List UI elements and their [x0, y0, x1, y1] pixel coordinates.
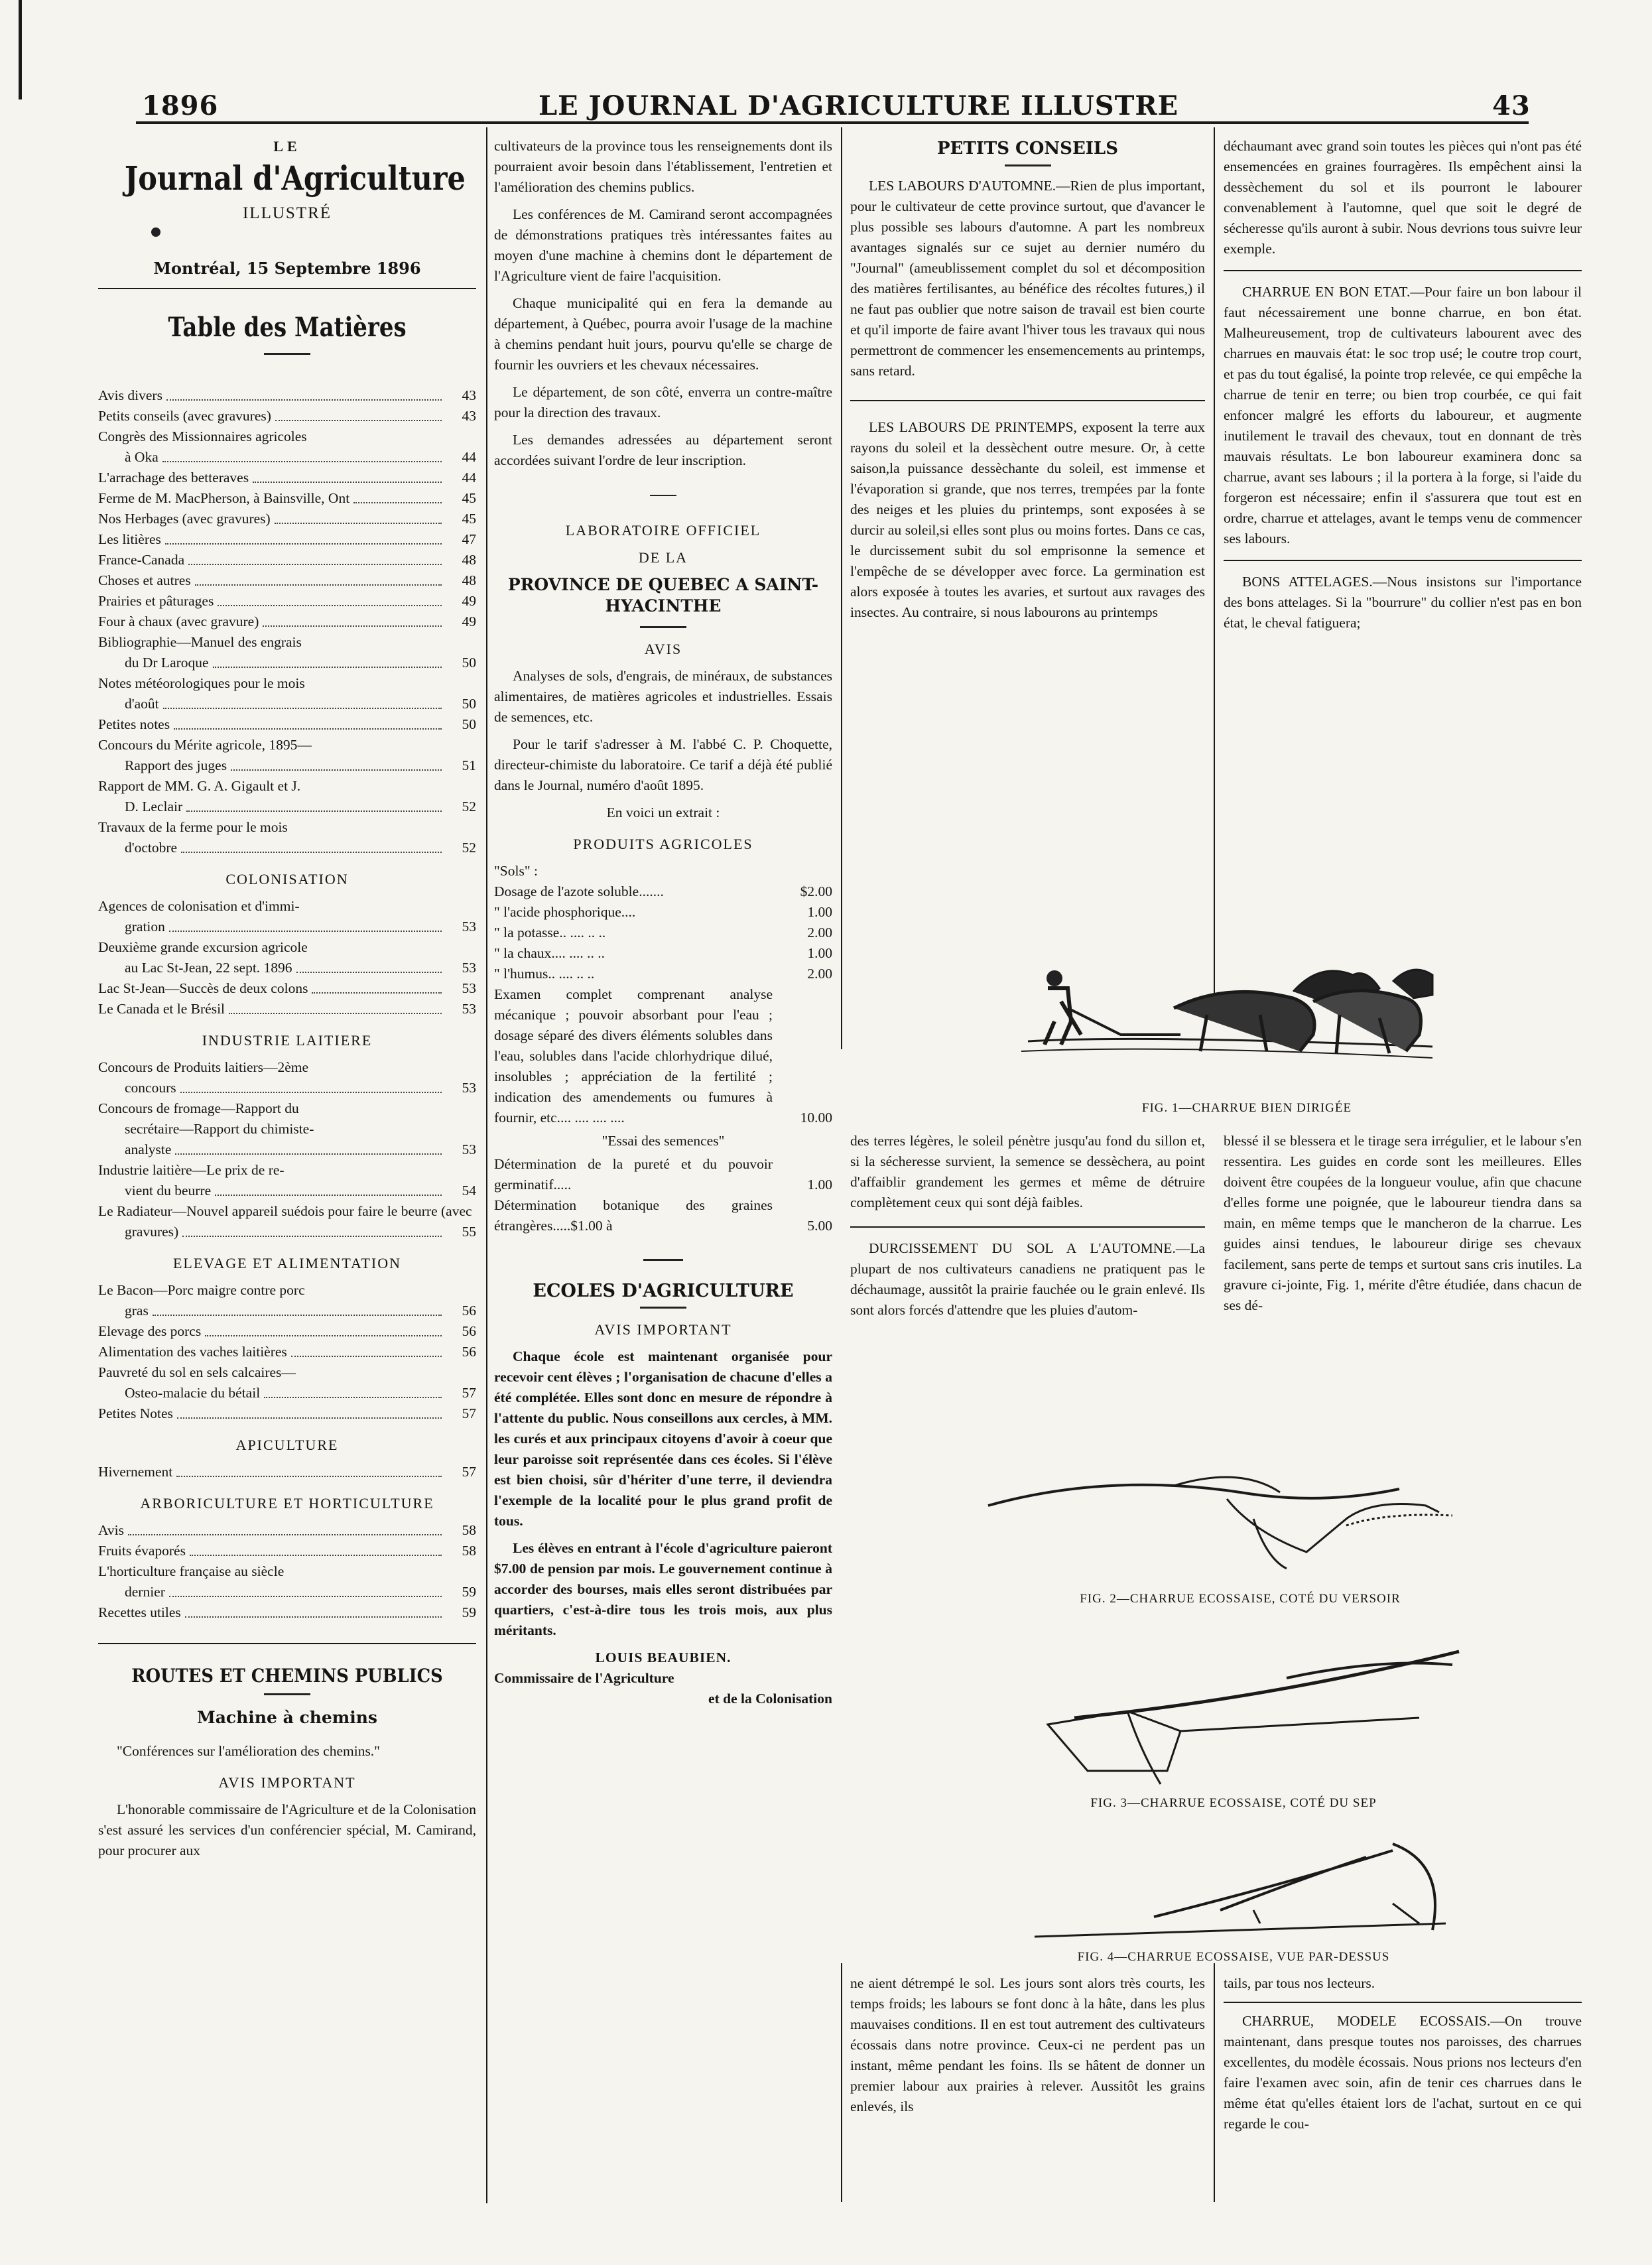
toc-entry-page: 50 [462, 716, 476, 732]
toc-entry [98, 1602, 476, 1623]
toc-leader-dots [169, 1596, 442, 1597]
toc-entry-text: Fruits évaporés [98, 1543, 186, 1559]
price-value: 1.00 [807, 1177, 832, 1193]
figure-3-plough-sep [1008, 1638, 1472, 1791]
price-row [494, 1195, 832, 1236]
toc-sections [98, 869, 476, 1623]
toc-entry-page: 48 [462, 552, 476, 568]
column-4-middle [1224, 1131, 1582, 1323]
conseils-terres-legeres: des terres légères, le soleil pénètre jusqu'au fond du sillon et, si la sécheresse survient, la semence se dessèchera, au point d'affaiblir grandement les germes et même de détruire complètement ceux qui sont déjà faibles. [850, 1133, 1205, 1210]
toc-entry-page: 48 [462, 572, 476, 588]
masthead-le: LE [273, 138, 301, 155]
toc-entry [98, 1462, 476, 1482]
toc-entry-text: Prairies et pâturages [98, 593, 214, 609]
toc-entry-page: 57 [462, 1464, 476, 1480]
conseils-rule [1005, 164, 1051, 166]
column-2 [494, 136, 832, 1709]
toc-leader-dots [185, 1616, 442, 1618]
toc-title: Table des Matières [168, 312, 407, 343]
toc-leader-dots [163, 708, 442, 709]
toc-leader-dots [182, 1236, 442, 1237]
column-rule-3b [1214, 1963, 1215, 2202]
price-row [494, 923, 832, 943]
figure-2-caption: FIG. 2—CHARRUE ECOSSAISE, COTÉ DU VERSOIR [1080, 1592, 1401, 1606]
toc-entry-page: 50 [462, 655, 476, 671]
toc-section-heading: APICULTURE [235, 1437, 339, 1453]
toc-entry [98, 1321, 476, 1342]
conseils-dechaumant: déchaumant avec grand soin toutes les pièces qui n'ont pas été ensemencées en graines fourragères. Ils empêchent ainsi la dessèchement du sol et ils pourront le labourer convenablement à l'automne, quel que soit le degré de sécheresse qu'ils auront à subir. Nous devrions tous suivre leur exemple. [1224, 138, 1582, 257]
col4-separator-2 [1224, 560, 1582, 561]
toc-entry-text: Elevage des porcs [98, 1323, 202, 1339]
toc-entry-text: Le Bacon—Porc maigre contre porc [98, 1282, 305, 1298]
ecoles-signature-3: et de la Colonisation [708, 1691, 832, 1707]
toc-entry-text: gras [125, 1303, 149, 1319]
toc-entry-text: Le Radiateur—Nouvel appareil suédois pour faire le beurre (avec [98, 1203, 472, 1219]
toc-entry-text: Industrie laitière—Le prix de re- [98, 1162, 285, 1178]
toc-entry-text: secrétaire—Rapport du chimiste- [125, 1121, 314, 1137]
labo-paragraph-2: Pour le tarif s'adresser à M. l'abbé C. P. Choquette, directeur-chimiste du laboratoire. Ce tarif a déjà été publié dans le Journal, numéro d'août 1895. [494, 736, 832, 793]
price-value: 5.00 [807, 1218, 832, 1234]
price-value: 1.00 [807, 904, 832, 920]
price-row [494, 902, 832, 923]
toc-end-rule [98, 1643, 476, 1644]
toc-entry-text: à Oka [125, 449, 159, 465]
toc-entry-page: 56 [462, 1344, 476, 1360]
labo-sols: "Sols" : [494, 863, 538, 879]
labo-paragraph-3: En voici un extrait : [606, 805, 720, 820]
conseils-ecossais-labours: ne aient détrempé le sol. Les jours sont alors très courts, les temps froids; les labours se font donc à la hâte, dans les plus mauvaises conditions. Il en est tout autrement des cultivateurs écossais dans notre province. Ceux-ci ne perdent pas un instant, même pendant les foins. Ils se hâtent de donner un premier labour aux prairies à relever. Aussitôt les grains enlevés, ils [850, 1975, 1205, 2114]
toc-leader-dots [296, 972, 442, 973]
toc-leader-dots [263, 625, 442, 627]
toc-entry-page: 47 [462, 531, 476, 547]
toc-entry [98, 1160, 476, 1201]
routes-paragraph-5: Les demandes adressées au département seront accordées suivant l'ordre de leur inscription. [494, 432, 832, 468]
toc-leader-dots [166, 399, 442, 401]
toc-leader-dots [190, 1555, 442, 1556]
toc-entry-page: 59 [462, 1604, 476, 1620]
figure-3-caption: FIG. 3—CHARRUE ECOSSAISE, COTÉ DU SEP [1090, 1796, 1377, 1810]
ecoles-title: ECOLES D'AGRICULTURE [533, 1281, 794, 1301]
toc-entry-text: Le Canada et le Brésil [98, 1001, 225, 1017]
toc-entry-page: 54 [462, 1183, 476, 1198]
toc-entry-page: 58 [462, 1543, 476, 1559]
toc-entry-page: 44 [462, 470, 476, 485]
toc-entry [98, 776, 476, 817]
figure-4-plough-top [1021, 1837, 1486, 1943]
labo-exam-row [494, 984, 832, 1128]
price-row [494, 1154, 832, 1195]
toc-leader-dots [186, 810, 442, 812]
toc-entry [98, 468, 476, 488]
toc-entry [98, 1520, 476, 1541]
routes-title: ROUTES ET CHEMINS PUBLICS [131, 1665, 443, 1687]
toc-entry-text: Agences de colonisation et d'immi- [98, 898, 300, 914]
column-3-middle [850, 1131, 1205, 1327]
column-rule-2b [841, 1963, 842, 2202]
toc-entry [98, 612, 476, 632]
toc-leader-dots [229, 1013, 442, 1014]
toc-leader-dots [195, 584, 442, 586]
toc-entry-text: Recettes utiles [98, 1604, 181, 1620]
toc-section-heading: COLONISATION [225, 871, 349, 887]
toc-entry-text: concours [125, 1080, 176, 1096]
toc-entry-page: 52 [462, 840, 476, 856]
price-row [494, 964, 832, 984]
header-year: 1896 [142, 90, 219, 121]
header-journal-title: LE JOURNAL D'AGRICULTURE ILLUSTRE [539, 90, 1179, 121]
ecoles-signature: LOUIS BEAUBIEN. [595, 1650, 731, 1665]
toc-entry-text: Nos Herbages (avec gravures) [98, 511, 271, 527]
toc-entry-text: Avis [98, 1522, 125, 1538]
conseils-labours-automne: LES LABOURS D'AUTOMNE.—Rien de plus important, pour le cultivateur de cette province surtout, que d'avancer le plus possible ses labours d'automne. A part les nombreux avantages signalés sur ce sujet au dernier numéro du "Journal" (ameublissement complet du sol et décomposition des matières fertilisantes, au bénéfice des récoltes futures,) il ne faut pas oublier que notre saison de travail est bien courte et qu'il importe de faire avant l'hiver tous les travaux qui nous permettront de commencer les ensemencements au printemps, sans retard. [850, 178, 1205, 379]
toc-entry-text: Ferme de M. MacPherson, à Bainsville, Ont [98, 490, 350, 506]
toc-entry-text: Concours de Produits laitiers—2ème [98, 1059, 309, 1075]
price-label: Détermination botanique des graines étrangères.....$1.00 à [494, 1197, 773, 1234]
price-value: 2.00 [807, 966, 832, 982]
toc-entry [98, 385, 476, 406]
masthead-date: Montréal, 15 Septembre 1896 [153, 259, 421, 278]
labo-produits: PRODUITS AGRICOLES [573, 836, 753, 852]
routes-quote: "Conférences sur l'amélioration des chemins." [117, 1743, 380, 1759]
toc-entry [98, 426, 476, 468]
conseils-blessera: blessé il se blessera et le tirage sera irrégulier, et le labour s'en ressentira. Les guides en corde sont les meilleures. Elles doivent être coupées de la longueur voulue, afin que chacune d'elles forme une poignée, que le laboureur tiendra dans sa main, en même temps que le mancheron de la charrue. Les guides ainsi tendues, le laboureur dirige ses chevaux facilement, sans perte de temps et surtout sans cris inutiles. La gravure ci-jointe, Fig. 1, mérite d'être étudiée, dans chacun de ses dé- [1224, 1133, 1582, 1313]
conseils-separator [850, 400, 1205, 401]
toc-leader-dots [165, 543, 442, 545]
column-3-bottom [850, 1973, 1205, 2124]
toc-leader-dots [180, 1092, 442, 1093]
toc-entry [98, 1098, 476, 1160]
price-label: " l'humus.. .... .. .. [494, 966, 595, 982]
toc-entry-text: Deuxième grande excursion agricole [98, 939, 308, 955]
ecoles-rule [640, 1307, 686, 1309]
ecoles-avis: AVIS IMPORTANT [594, 1321, 732, 1338]
toc-entry-page: 45 [462, 511, 476, 527]
toc-entry-text: France-Canada [98, 552, 185, 568]
toc-entry-text: L'arrachage des betteraves [98, 470, 249, 485]
toc-entry [98, 632, 476, 673]
toc-entry-text: Petites Notes [98, 1405, 173, 1421]
figure-1-plough-horses [1008, 935, 1439, 1068]
toc-leader-dots [175, 1153, 442, 1155]
toc-leader-dots [215, 1195, 442, 1196]
toc-entry [98, 570, 476, 591]
toc-entry-text: dernier [125, 1584, 165, 1600]
price-row [494, 943, 832, 964]
toc-leader-dots [275, 420, 442, 421]
conseils-modele-ecossais: CHARRUE, MODELE ECOSSAIS.—On trouve maintenant, dans presque toutes nos paroisses, des charrues excellentes, du modèle écossais. Nous prions nos lecteurs d'en faire l'examen avec soin, afin de tenir ces charrues dans le même état qu'elles étaient lors de l'achat, surtout en ce qui regarde le cou- [1224, 2013, 1582, 2132]
price-row [494, 881, 832, 902]
labo-title-3: PROVINCE DE QUEBEC A SAINT-HYACINTHE [507, 575, 819, 615]
column-1 [98, 136, 476, 1868]
toc-entry-page: 52 [462, 799, 476, 814]
toc-entry-page: 53 [462, 960, 476, 976]
page-header [0, 78, 1652, 125]
toc-entry-page: 49 [462, 593, 476, 609]
toc-entry [98, 735, 476, 776]
masthead-subtitle: ILLUSTRÉ [242, 204, 332, 222]
toc-entry-page: 56 [462, 1323, 476, 1339]
column-rule-2 [841, 127, 842, 1049]
routes-subtitle: Machine à chemins [197, 1708, 377, 1727]
figure-1-caption: FIG. 1—CHARRUE BIEN DIRIGÉE [1141, 1101, 1352, 1115]
labo-title-1: LABORATOIRE OFFICIEL [565, 522, 761, 539]
toc-section-heading: ELEVAGE ET ALIMENTATION [172, 1255, 402, 1271]
toc-entry-page: 53 [462, 919, 476, 935]
conseils-durcissement: DURCISSEMENT DU SOL A L'AUTOMNE.—La plupart de nos cultivateurs canadiens ne pratiquent pas le déchaumage, aussitôt la prairie fauchée ou le grain enlevé. Ils sont alors forcés d'attendre que les pluies d'autom- [850, 1240, 1205, 1318]
toc-entry-page: 43 [462, 387, 476, 403]
toc-leader-dots [174, 728, 442, 730]
toc-leader-dots [177, 1417, 442, 1419]
toc-entry-page: 49 [462, 614, 476, 629]
ecoles-paragraph-1: Chaque école est maintenant organisée pour recevoir cent élèves ; l'organisation de chacune d'elles a été complétée. Elles sont donc en mesure de répondre à l'attente du public. Nous conseillons aux cercles, à MM. les curés et aux principaux citoyens d'avoir à coeur que leur paroisse soit représentée dans ces écoles. Si l'élève est bien choisi, sûr d'hériter d'une terre, il deviendra l'exemple de la localité pour le plus grand profit de tous. [494, 1348, 832, 1529]
toc-leader-dots [275, 523, 442, 524]
price-value: 1.00 [807, 945, 832, 961]
toc-entry-text: Bibliographie—Manuel des engrais [98, 634, 302, 650]
toc-leader-dots [169, 931, 442, 932]
conseils-bons-attelages: BONS ATTELAGES.—Nous insistons sur l'importance des bons attelages. Si la "bourrure" du collier n'est pas en bon état, le cheval fatiguera; [1224, 574, 1582, 631]
toc-entry-text: vient du beurre [125, 1183, 212, 1198]
toc-entry-page: 57 [462, 1405, 476, 1421]
toc-entry-page: 50 [462, 696, 476, 712]
toc-entry-text: au Lac St-Jean, 22 sept. 1896 [125, 960, 292, 976]
toc-entry [98, 1201, 476, 1242]
toc-leader-dots [231, 769, 442, 771]
labo-avis: AVIS [644, 641, 682, 657]
conseils-title: PETITS CONSEILS [937, 139, 1118, 159]
column-3-top [850, 136, 1205, 629]
toc-entry-text: analyste [125, 1141, 172, 1157]
toc-entry-text: Notes météorologiques pour le mois [98, 675, 305, 691]
toc-entry-text: Four à chaux (avec gravure) [98, 614, 259, 629]
toc-leader-dots [353, 502, 442, 503]
toc-entry [98, 529, 476, 550]
toc-entry-text: Rapport des juges [125, 757, 227, 773]
toc-entry-page: 57 [462, 1385, 476, 1401]
toc-entry [98, 978, 476, 999]
labo-paragraph-1: Analyses de sols, d'engrais, de minéraux, de substances alimentaires, de matières agricoles et industrielles. Essais de semences, etc. [494, 668, 832, 725]
toc-entry-text: Travaux de la ferme pour le mois [98, 819, 288, 835]
toc-leader-dots [253, 482, 442, 483]
masthead-date-rule [98, 288, 476, 289]
toc-entry-text: Osteo-malacie du bétail [125, 1385, 261, 1401]
toc-entry-text: D. Leclair [125, 799, 183, 814]
price-label: Dosage de l'azote soluble....... [494, 883, 664, 899]
conseils-charrue-bon-etat: CHARRUE EN BON ETAT.—Pour faire un bon labour il faut nécessairement une bonne charrue, en bon état. Malheureusement, trop de cultivateurs labourent avec des charrues en mauvais état: le soc trop usé; le coutre trop court, et pas du tout égalisé, la pointe trop relevée, ce qui empêche la charrue de tenir en terre; ou bien trop courbée, ce qui fait enfoncer malgré les efforts du laboureur, et augmente inutilement le travail des chevaux, tout en donnant de très mauvais résultats. Le bon laboureur examinera donc sa charrue, avant ses labours ; il la portera à la forge, si l'aide du forgeron est nécessaire; enfin il s'assurera que tout est en ordre, charrue et attelages, avant le temps venu de commencer ses labours. [1224, 284, 1582, 547]
toc-entry-text: Lac St-Jean—Succès de deux colons [98, 980, 308, 996]
toc-entry-text: gration [125, 919, 165, 935]
toc-entry-text: Concours du Mérite agricole, 1895— [98, 737, 312, 753]
toc-entry-text: L'horticulture française au siècle [98, 1563, 285, 1579]
toc-leader-dots [162, 461, 442, 462]
toc-entry-text: d'octobre [125, 840, 178, 856]
toc-entry-page: 43 [462, 408, 476, 424]
toc-leader-dots [153, 1315, 442, 1316]
toc-entry-text: Rapport de MM. G. A. Gigault et J. [98, 778, 301, 794]
labo-price-table [494, 881, 832, 984]
price-label: " la potasse.. .... .. .. [494, 925, 606, 940]
routes-paragraph-2: Les conférences de M. Camirand seront accompagnées de démonstrations pratiques très intéressantes faites au moyen d'une machine à chemins dont le département de l'Agriculture vient de faire l'acquisition. [494, 206, 832, 284]
toc-entry [98, 406, 476, 426]
toc-entry [98, 673, 476, 714]
toc-entry-page: 44 [462, 449, 476, 465]
toc-entry-page: 45 [462, 490, 476, 506]
conseils-tails: tails, par tous nos lecteurs. [1224, 1975, 1375, 1991]
toc-title-rule [264, 353, 310, 355]
toc-leader-dots [128, 1534, 442, 1535]
conseils-labours-printemps: LES LABOURS DE PRINTEMPS, exposent la terre aux rayons du soleil et la dessèchent outre mesure. Or, à cette saison,la puissance dessèchante du soleil, est immense et l'évaporation si grande, que nos terres, trempées par la fonte des neiges et les pluies du printemps, sont exposées à se durcir au soleil,si elles sont plus ou moins fortes. Dans ce cas, le durcissement subit du sol emprisonne la semence et l'empêche de se développer avec force. La germination est alors exposée à toutes les avaries, et surtout aux ravages des insectes. Au contraire, si nous labourons au printemps [850, 419, 1205, 620]
price-label: " l'acide phosphorique.... [494, 904, 636, 920]
toc-leader-dots [312, 992, 442, 994]
toc-leader-dots [264, 1397, 442, 1398]
toc-entry-page: 56 [462, 1303, 476, 1319]
labo-rule [640, 626, 686, 628]
toc-entry [98, 1362, 476, 1403]
header-rule [136, 121, 1529, 124]
toc-entry [98, 937, 476, 978]
toc-entry-page: 53 [462, 1001, 476, 1017]
toc-leader-dots [218, 605, 442, 606]
margin-mark [19, 0, 22, 99]
col3-separator [850, 1226, 1205, 1228]
price-label: " la chaux.... .... .. .. [494, 945, 605, 961]
toc-entry-text: Petits conseils (avec gravures) [98, 408, 271, 424]
toc-entry-text: du Dr Laroque [125, 655, 209, 671]
toc-section-heading: INDUSTRIE LAITIERE [202, 1032, 373, 1049]
routes-avis: AVIS IMPORTANT [218, 1774, 356, 1791]
labo-essai: "Essai des semences" [602, 1133, 725, 1149]
toc-entry [98, 1280, 476, 1321]
column-rule-3 [1214, 127, 1215, 996]
toc-entry [98, 509, 476, 529]
toc-entry-page: 59 [462, 1584, 476, 1600]
toc-leader-dots [213, 667, 442, 668]
toc-entry-page: 51 [462, 757, 476, 773]
separator-1 [650, 495, 676, 496]
column-4-bottom [1224, 1973, 1582, 2141]
toc-entry-text: Concours de fromage—Rapport du [98, 1100, 299, 1116]
col4-separator-3 [1224, 2002, 1582, 2003]
ecoles-signature-2: Commissaire de l'Agriculture [494, 1670, 674, 1686]
masthead-title: Journal d'Agriculture [124, 159, 466, 198]
labo-price-table-2 [494, 1154, 832, 1236]
routes-rule [264, 1693, 310, 1695]
separator-2 [643, 1259, 683, 1261]
toc-list [98, 385, 476, 858]
toc-entry [98, 714, 476, 735]
toc-entry [98, 550, 476, 570]
toc-leader-dots [291, 1356, 442, 1357]
toc-entry-page: 53 [462, 1080, 476, 1096]
routes-paragraph-3: Chaque municipalité qui en fera la demande au département, à Québec, pourra avoir l'usage de la machine à chemins pendant huit jours, pourvu qu'elle se charge de fournir les ouvriers et les chevaux nécessaires. [494, 295, 832, 373]
price-value: 2.00 [807, 925, 832, 940]
toc-entry-page: 55 [462, 1224, 476, 1240]
routes-paragraph-1: L'honorable commissaire de l'Agriculture et de la Colonisation s'est assuré les services d'un conférencier spécial, M. Camirand, pour procurer aux [98, 1801, 476, 1858]
toc-section-heading: ARBORICULTURE ET HORTICULTURE [140, 1495, 434, 1512]
toc-leader-dots [181, 852, 442, 853]
toc-entry [98, 1342, 476, 1362]
toc-entry-text: d'août [125, 696, 159, 712]
toc-entry [98, 488, 476, 509]
masthead-rule [151, 227, 160, 237]
toc-entry-page: 58 [462, 1522, 476, 1538]
toc-entry-text: gravures) [125, 1224, 179, 1240]
toc-entry [98, 896, 476, 937]
toc-entry [98, 1057, 476, 1098]
labo-exam-value: 10.00 [800, 1110, 832, 1126]
figure-2-plough-versoir [975, 1453, 1479, 1579]
toc-entry [98, 1561, 476, 1602]
ecoles-paragraph-2: Les élèves en entrant à l'école d'agriculture paieront $7.00 de pension par mois. Le gouvernement continue à accorder des bourses, mais elles seront distribuées par quartiers, c'est-à-dire tous les trois mois, aux plus méritants. [494, 1540, 832, 1638]
toc-entry-text: Les litières [98, 531, 161, 547]
toc-entry [98, 817, 476, 858]
price-value: $2.00 [800, 883, 832, 899]
column-4-top [1224, 136, 1582, 640]
header-page-number: 43 [1492, 90, 1531, 121]
labo-title-2: DE LA [638, 549, 688, 566]
routes-paragraph-4: Le département, de son côté, enverra un contre-maître pour la direction des travaux. [494, 384, 832, 421]
toc-entry-text: Choses et autres [98, 572, 191, 588]
routes-paragraph-1b: cultivateurs de la province tous les renseignements dont ils pourraient avoir besoin dans l'établissement, l'entretien et l'amélioration des chemins publics. [494, 138, 832, 195]
column-rule-1 [486, 127, 487, 2203]
toc-entry-page: 53 [462, 1141, 476, 1157]
col4-separator-1 [1224, 270, 1582, 271]
toc-entry-text: Congrès des Missionnaires agricoles [98, 428, 307, 444]
price-label: Détermination de la pureté et du pouvoir germinatif..... [494, 1156, 773, 1193]
toc-leader-dots [188, 564, 442, 565]
toc-entry-text: Pauvreté du sol en sels calcaires— [98, 1364, 296, 1380]
toc-entry [98, 591, 476, 612]
figure-4-caption: FIG. 4—CHARRUE ECOSSAISE, VUE PAR-DESSUS [1077, 1950, 1390, 1964]
toc-leader-dots [205, 1335, 442, 1336]
toc-entry-text: Alimentation des vaches laitières [98, 1344, 287, 1360]
toc-entry-page: 53 [462, 980, 476, 996]
toc-entry-text: Petites notes [98, 716, 170, 732]
toc-entry [98, 1541, 476, 1561]
toc-leader-dots [176, 1476, 442, 1477]
toc-entry [98, 999, 476, 1019]
toc-entry-text: Avis divers [98, 387, 162, 403]
labo-exam-label: Examen complet comprenant analyse mécanique ; pouvoir absorbant pour l'eau ; dosage séparé des divers éléments solubles dans l'eau, solubles dans l'acide chlorhydrique dilué, insolubles ; appréciation de la fertilité ; indication des amendements ou fumures à fournir, etc.... .... .... .... [494, 986, 773, 1126]
toc-entry-text: Hivernement [98, 1464, 173, 1480]
toc-entry [98, 1403, 476, 1424]
